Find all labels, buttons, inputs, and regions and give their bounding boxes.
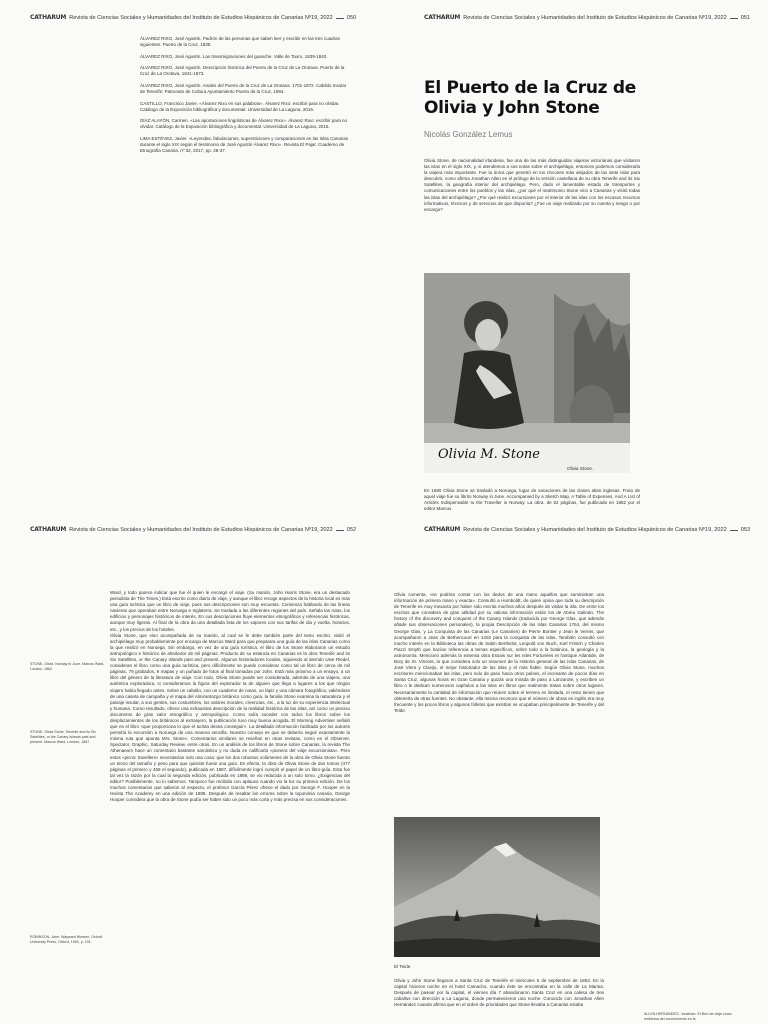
running-header bbox=[424, 14, 751, 21]
bib-entry: ÁLVAREZ RIXO, José Agustín. Padrón de las personas que saben leer y escribir en las tres cuadras siguientes. Puerto de la Cruz, 1835. bbox=[140, 36, 340, 48]
page-number: 053 bbox=[740, 527, 751, 533]
footnote: ROBINSON, Jane. Wayward Women. Oxford University Press, Oxford, 1990, p. 191. bbox=[30, 935, 102, 944]
bib-entry: CASTILLO, Francisco Javier. «Álvarez Rixo en sus palabras». Álvarez Rixo: escribir para no olvidar. Catálogo de la Exposición bibliográfica y documental. Universidad de La Laguna, 2016. bbox=[140, 100, 340, 112]
journal-name: CATHARUM bbox=[424, 526, 461, 533]
page-number: 050 bbox=[346, 15, 357, 21]
journal-subtitle: Revista de Ciencias Sociales y Humanidades del Instituto de Estudios Hispánicos de Canarias Nº19, 2022 bbox=[69, 15, 333, 21]
page-051 bbox=[384, 0, 768, 512]
intro-paragraph: Olivia Stone, de nacionalidad irlandesa, fue una de las más distinguidas viajeras victorianas que visitaron las islas en el siglo XIX, y, si atendemos a sus notas sobre el archipiélago, entonces podemos considerarla la viajera más importante. Fue la única que penetró en los rincones más alejados de las siete islas para descubrir, como afirma Jonathan Allen en el prólogo de la versión castellana de su obra Tenerife and its Six Satellites, la geografía interior del archipiélago. Pero, dado el lamentable estado de transportes y comunicaciones entre los pueblos y las islas, ¿por qué el matrimonio Stone vino a Canarias y visitó todas las islas del archipiélago? ¿Por qué realizó excursiones por el interior de las islas con los escasos recursos informativos, técnicos y de servicios de que disponía? ¿Fue un viaje realizado por su cuenta y riesgo o por encargo? bbox=[424, 158, 640, 212]
journal-subtitle: Revista de Ciencias Sociales y Humanidades del Instituto de Estudios Hispánicos de Canarias Nº19, 2022 bbox=[69, 527, 333, 533]
page-number: 052 bbox=[346, 527, 357, 533]
journal-subtitle: Revista de Ciencias Sociales y Humanidades del Instituto de Estudios Hispánicos de Canarias Nº19, 2022 bbox=[463, 15, 727, 21]
journal-name: CATHARUM bbox=[424, 14, 461, 21]
bib-entry: DÍAZ ALAYÓN, Carmen. «Las aportaciones lingüísticas de Álvarez Rixo». Álvarez Rixo: escribir para no olvidar. Catálogo de la Exposición bibliográfica y documental. Universidad de La Laguna, 2016. bbox=[140, 118, 348, 130]
photo-caption: El Teide. bbox=[394, 964, 412, 969]
body-paragraph: Olivia y John Stone llegaron a Santa Cruz de Tenerife el miércoles 5 de septiembre de 1883. En la capital hicieron noche en el hotel Camacho, cuando éste se encontraba en la calle de La Marina. Después de pasear por la capital, el viernes día 7 abandonaron Santa Cruz en una calesa de tres caballos con dirección a La Laguna, donde permanecieron una noche. Conocido con Jonathan Allen Hernández cuando afirma que en el orden de prioridades que Stone llevaba a Canarias estaba bbox=[394, 978, 604, 1008]
running-header bbox=[30, 526, 357, 533]
bibliography bbox=[140, 36, 350, 160]
body-column: Ward, y todo parece indicar que fue él quien le encargó el viaje. (Su marido, John Harris Stone, era un destacado periodista de The Times.) Está escrito como diario de viaje, y aunque el libro recoge aspectos de la historia local es más una guía turística que un libro de viaje, pues sus descripciones son muy escuetas. Comienza hablando de las líneas navieras que operaban entre Noruega e Inglaterra. Se traslada a las diferentes regiones del país. Señala las rutas, los edificios y personajes históricos de interés. En sus descripciones fluye elementos etnográficos y referencias históricas, aunque muy ligeras. Al final de la obra da una detallada lista de los vapores con sus tarifas de ida y vuelta, horarios, etc., y los precios de los hoteles. Olivia Stone, que vino acompañada de su marido, al cual se le debe también parte del texto escrito, visitó el archipiélago muy probablemente por encargo de Marcus Ward para que preparara una guía de las islas Canarias como la que realizó en Noruega. Sin embargo, en vez de una guía turística, el libro de los Stone elaboraron un estudio antropológico e histórico de alrededor de mil páginas. Producto de su estancia en Canarias es la obra Tenerife and its Six Satellites, or the Canary Islands past and present. Algunos historiadores locales, siguiendo al alemán Uwe Riedel, consideran el libro como una guía turística, pero difícilmente se puede considerar como tal un libro de cerca de mil páginas, 79 grabados, 9 mapas y un puñado de fotos al final tomadas por John. Está más próximo a un ensayo, a un libro del género de la literatura de viaje. Con todo, Olivia Stone puede ser considerada, además de una viajera, una auténtica exploradora, si consideramos la figura del explorador la de alguien que llega a lugares a los que ningún viajero había llegado antes. Sobre un caballo, con un cuaderno de notas, un lápiz y una cámara fotográfica, valiéndose de una caseta de campaña y el mapa del Almirantazgo británico como guía, la familia Stone examina la naturaleza y el paisaje insular, a sus gentes, sus costumbres, los valores morales, creencias, etc., a la luz de su experiencia intelectual y humana. Como resultado, ofrece una exhaustiva descripción de la realidad histórica de las islas, así como un preciso documento de gran valor etnográfico y antropológico. Como solía suceder con todos los libros sobre los desplazamientos de los británicos al extranjero, la publicación tuvo muy buena acogida. El Morning Advertiser señaló que es el libro «que proporciona lo que el turista desea conseguir». La detallada información facilitada por los autores permitía la excursión a Noruega de una manera sencilla. Nuestro consejo es que se debería seguir exactamente la misma ruta que apunta Mrs. Stone». Comentarios similares se reseñan en otras revistas, como en el Observer, Spectator, Graphic, Saturday Review, entre otras. En un análisis de los libros de Stone sobre Canarias, la revista The Athenaeum hace un comentario bastante sarcástico y no duda en calificarla «pionera del viaje excursionista». Pero estos «picnic travellers» necesitarían solo una cosa: que los dos robustos volúmenes de la obra de Olivia Stone fueran un tercio del tamaño y peso para que quisiste fuese una guía. En efecto, la obra de Olivia Stone de dos tomos (477 páginas el primero y 459 el segundo), publicada en 1887, difícilmente logró cumplir el papel de un libro-guía. Esta fue tal vez la razón por la cual la segunda edición, publicada en 1889, se vio reducida a un solo tomo. ¿Exigencias del editor? Posiblemente, no lo sabemos. Tampoco fue recibida con aplauso cuando vio la luz su primera edición. De los muchos comentarios que salieron al respecto, el profesor García Pérez ofrece el dado por George F. Hooper en la revista The Academy en una edición de 1888. Después de resaltar los errores sobre la toponimia canaria, George Hooper considera que la obra de Stone podía ser haber sido un poco más corta y más precisa en sus consideraciones. bbox=[110, 590, 350, 803]
body-paragraph: En 1880 Olivia Stone se trasladó a Noruega, lugar de vacaciones de las clases altas inglesas. Fruto de aquel viaje fue su librito Norway in June. Accompanied by a Sketch Map, A Table of Expenses, And A List of Articles Indispensable to the Traveller in Norway. La obra, de 62 páginas, fue publicada en 1882 por el editor Marcus bbox=[424, 488, 640, 512]
bib-entry: ÁLVAREZ RIXO, José Agustín. Las transmigraciones del guanche. Valle de Taoro, 1839-1840. bbox=[140, 53, 328, 59]
footnote: STONE, Olivia. Norway in June. Marcus Ward, London, 1882. bbox=[30, 662, 105, 671]
header-rule bbox=[336, 18, 344, 19]
running-header bbox=[424, 526, 751, 533]
bib-entry: LIMA ESTÉVEZ, Javier. «Leyendas, fabulaciones, supersticiones y comparaciones en las Islas Canarias durante el siglo XIX según el testimonio de José Agustín Álvarez Rixo». Revista El Pajar. Cuaderno de Etnografía Canaria, nº 32, 2017, pp. 28-37. bbox=[140, 136, 349, 154]
portrait-illustration bbox=[424, 273, 630, 473]
olivia-stone-photo bbox=[424, 273, 630, 473]
journal-name: CATHARUM bbox=[30, 14, 67, 21]
photo-signature: Olivia M. Stone bbox=[438, 447, 540, 462]
journal-subtitle: Revista de Ciencias Sociales y Humanidades del Instituto de Estudios Hispánicos de Canarias Nº19, 2022 bbox=[463, 527, 727, 533]
body-column: Olivia comenta, «se podrían contar con los dedos de una mano aquellos que suministran una información de primera mano y exacta». Consultó a Humboldt, de quien opina que toda su descripción de Tenerife es muy inexacta por haber sido escrita muchos años después de visitar la isla. De entre los escritos que considera de gran utilidad por su valiosa información están los de Abreu Galindo, The history of the discovery and conquest of the Canary Islands (traducido por George Glas, que además añade sus observaciones personales), la propia Descripción de las Islas Canarias 1764, del mismo George Glas, y La Conquista de las Canarias (Le Canarien) de Pierre Bontier y Jean le Verrier, que acompañaron a Jean de Bethencourt en 1402 para la conquista de las islas. También consultó con mucho interés en la Biblioteca las obras de Sabin Berthelot, Leopold von Buch, Karl Fritsch y Charles Piazzi Smyth que hacían referencia a temas específicos, sobre todo a la botánica, la geología y la astronomía. Mencionó además la extensa obra Essais sur les Isles Fortunées et l'antique Atlantide, de Bory de St. Vincent, la que considera solo un resumen de la Historia general de las Islas Canarias, de José Viera y Clavijo, el mejor historiador de las islas y el más fiable. Según Olivia Stone, muchos escritores mencionaban las islas, pero solo de paso hacia otros países, el incesante de pocos días en Santa Cruz, algunas horas en Gran Canaria y quizás una mirada de paso a Lanzarote, y escriben un libro o le dedican numerosos capítulos a las islas en libros que realmente tratan sobre otros lugares. Necesariamente la cantidad de información que reúnen sobre el terreno es limitada, el resto tienen que obtenerla de otras fuentes. No obstante, ella misma reconoce que el número de obras en inglés era muy frecuente y los pocos libros y algunos folletos que existían se ocupaban principalmente de Tenerife y del Teide. bbox=[394, 592, 604, 713]
header-rule bbox=[336, 530, 344, 531]
footnote: ALLEN HERNÁNDEZ, Jonathan. El libro de viaje como emblema del conocimiento en la bbox=[644, 1012, 732, 1021]
photo-caption: Olivia Stone. bbox=[567, 466, 594, 471]
teide-illustration bbox=[394, 817, 600, 957]
page-number: 051 bbox=[740, 15, 751, 21]
page-052 bbox=[0, 512, 384, 1024]
running-header bbox=[30, 14, 357, 21]
header-rule bbox=[730, 530, 738, 531]
bib-entry: ÁLVAREZ RIXO, José Agustín. Anales del Puerto de la Cruz de La Orotava. 1701-1872. Cabildo Insular de Tenerife; Patronato de Cultura Ayuntamiento Puerto de la Cruz, 1994. bbox=[140, 82, 347, 95]
header-rule bbox=[730, 18, 738, 19]
article-author: Nicolás González Lemus bbox=[424, 130, 513, 139]
page-053 bbox=[384, 512, 768, 1024]
bib-entry: ÁLVAREZ RIXO, José Agustín. Descripción histórica del Puerto de la Cruz de La Orotava. Puerto de la Cruz de La Orotava, 1841-1873. bbox=[140, 65, 345, 77]
teide-photo bbox=[394, 817, 600, 957]
journal-name: CATHARUM bbox=[30, 526, 67, 533]
page-050 bbox=[0, 0, 384, 512]
footnote: STONE, Olivia Stone. Tenerife and its Six Satellites, or the Canary Islands past and present. Marcus Ward, London, 1887. bbox=[30, 730, 96, 744]
article-title: El Puerto de la Cruz de Olivia y John Stone bbox=[424, 78, 636, 118]
